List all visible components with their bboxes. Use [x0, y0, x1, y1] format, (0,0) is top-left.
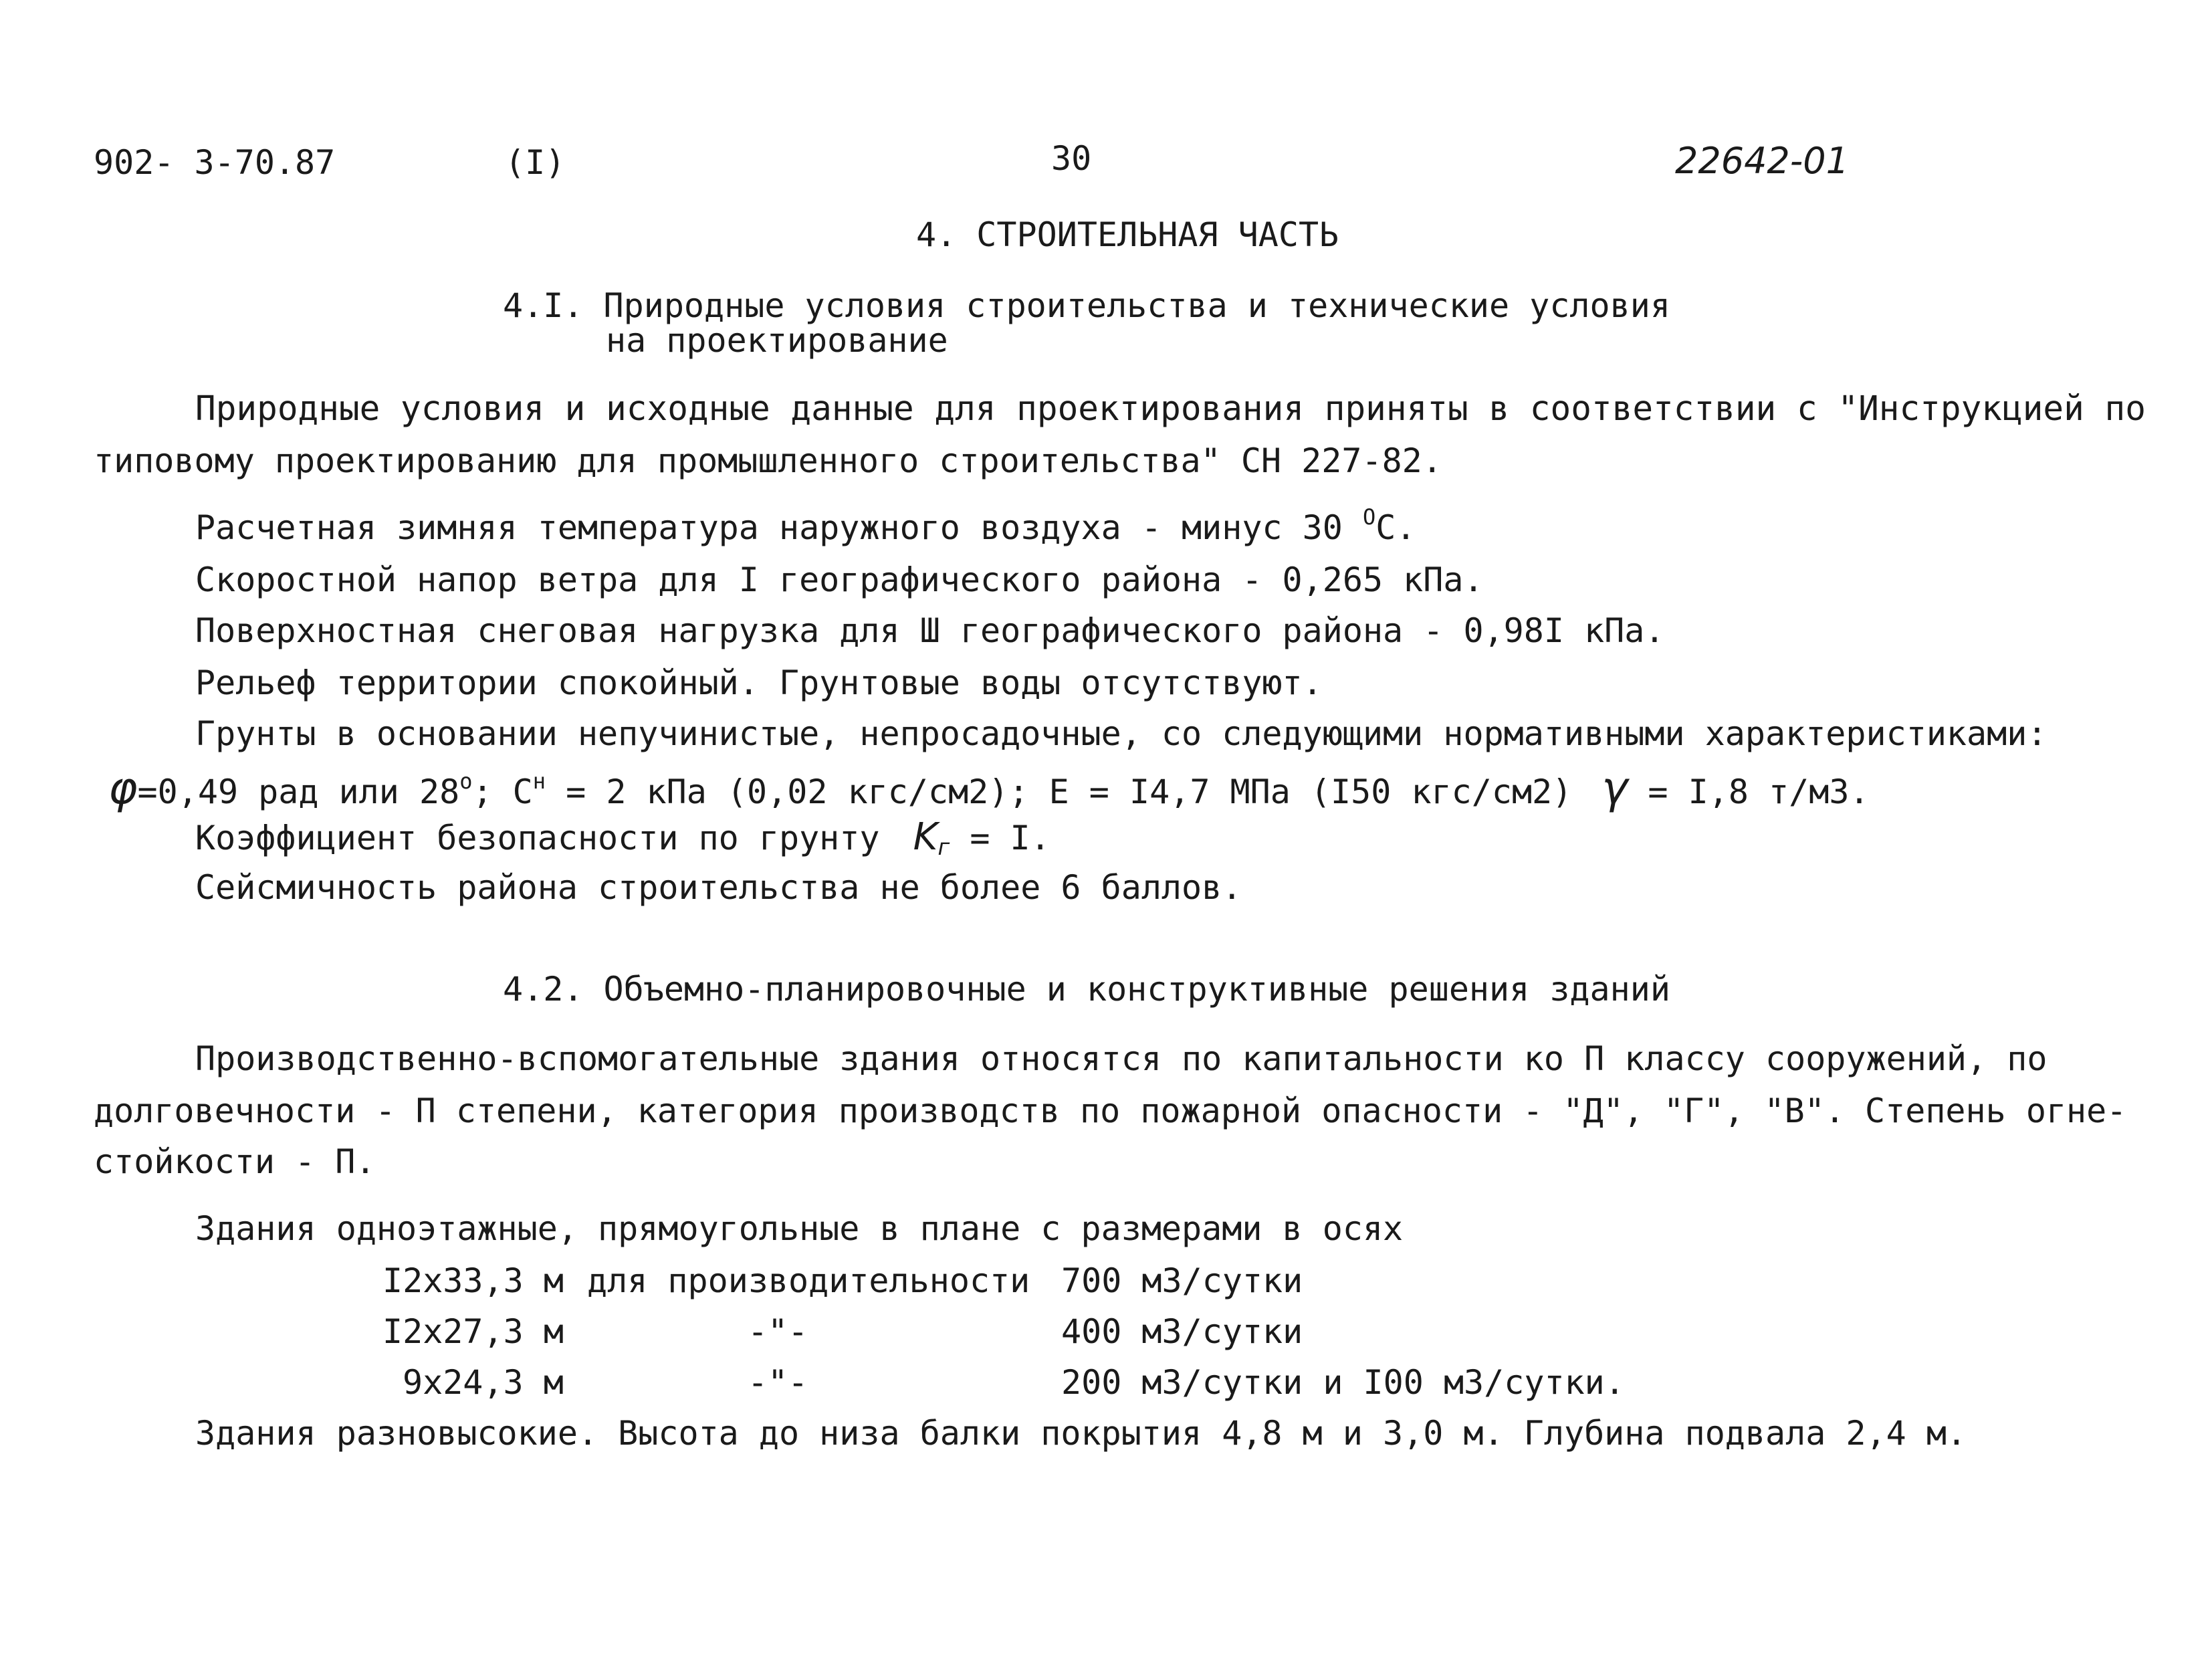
buildings-intro: Здания одноэтажные, прямоугольные в плане с размерами в осях [195, 1209, 1404, 1248]
terrain-relief: Рельеф территории спокойный. Грунтовые воды отсутствуют. [195, 663, 1323, 702]
document-code: 902- 3-70.87 [94, 143, 336, 182]
gamma-symbol: γ [1601, 762, 1628, 814]
seismicity: Сейсмичность района строительства не более 6 баллов. [195, 868, 1242, 907]
building-size-note: -"- [748, 1312, 808, 1351]
classification-paragraph-line: долговечности - П степени, категория производств по пожарной опасности - "Д", "Г", "В". Степень огне- [94, 1092, 2127, 1130]
intro-paragraph-line: Природные условия и исходные данные для проектирования приняты в соответствии с "Инструкцией по [195, 389, 2146, 429]
page-number: 30 [1051, 139, 1092, 178]
snow-load: Поверхностная снеговая нагрузка для Ш географического района - 0,98I кПа. [195, 611, 1665, 650]
phi-symbol: φ [108, 762, 138, 814]
part-number: (I) [505, 143, 566, 182]
building-size-note: -"- [748, 1363, 808, 1402]
building-size: I2x33,3 м [382, 1261, 564, 1300]
building-heights: Здания разновысокие. Высота до низа балки покрытия 4,8 м и 3,0 м. Глубина подвала 2,4 м. [195, 1414, 1967, 1453]
wind-pressure: Скоростной напор ветра для I географического района - 0,265 кПа. [195, 560, 1484, 599]
section-1-heading: 4.I. Природные условия строительства и технические условия [503, 286, 1670, 325]
classification-paragraph-line: стойкости - П. [94, 1142, 376, 1181]
building-size-note: для производительности [587, 1261, 1030, 1300]
soil-description: Грунты в основании непучинистые, непросадочные, со следующими нормативными характеристиками: [195, 714, 2048, 753]
building-capacity: 400 м3/сутки [1061, 1312, 1303, 1351]
intro-paragraph-line: типовому проектированию для промышленного строительства" СН 227-82. [94, 441, 1442, 480]
building-capacity: 200 м3/сутки и I00 м3/сутки. [1061, 1363, 1625, 1402]
soil-properties-formula: φ=0,49 рад или 28$^o$; $C^н = 2$ кПа (0,02 кгс/см2); E = I4,7 МПа (I50 кгс/см2) γ = I,8 т/м3. [108, 762, 1870, 814]
winter-temperature: Расчетная зимняя температура наружного воздуха - минус 30 $^O$С. [195, 504, 1416, 547]
classification-paragraph-line: Производственно-вспомогательные здания относятся по капитальности ко П классу сооружений, по [195, 1039, 2048, 1078]
page-title: 4. СТРОИТЕЛЬНАЯ ЧАСТЬ [916, 215, 1339, 254]
section-1-heading-cont: на проектирование [606, 321, 948, 360]
section-2-heading: 4.2. Объемно-планировочные и конструктивные решения зданий [503, 970, 1670, 1009]
soil-safety-factor: Коэффициент безопасности по грунту $K_г = I$. [195, 815, 1050, 861]
building-size: 9x24,3 м [403, 1363, 564, 1402]
building-size: I2x27,3 м [382, 1312, 564, 1351]
building-capacity: 700 м3/сутки [1061, 1261, 1303, 1300]
sheet-number: 22642-01 [1675, 140, 1849, 182]
